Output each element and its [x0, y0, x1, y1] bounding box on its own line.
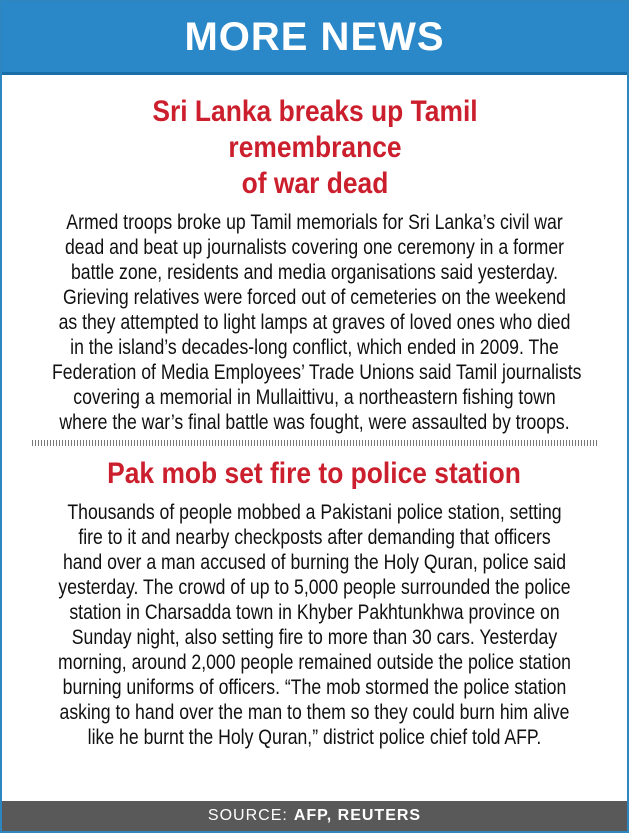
story-headline: [68, 94, 561, 202]
body-line: where the war’s final battle was fought, were assaulted by troops.: [59, 411, 570, 434]
body-line: Thousands of people mobbed a Pakistani police station, setting: [67, 501, 562, 524]
story-pakistan: [2, 456, 627, 750]
headline-line: Pak mob set fire to police station: [107, 457, 521, 490]
body-line: Grieving relatives were forced out of cemeteries on the weekend: [62, 286, 567, 309]
body-line: fire to it and nearby checkposts after demanding that officers: [78, 526, 551, 549]
body-line: like he burnt the Holy Quran,” district police chief told AFP.: [87, 726, 542, 749]
story-headline: [32, 456, 595, 492]
story-sri-lanka: [2, 94, 627, 435]
dotted-divider: [32, 440, 597, 446]
body-line: dead and beat up journalists covering one ceremony in a former: [64, 236, 565, 259]
body-line: in the island’s decades-long conflict, which ended in 2009. The: [70, 336, 559, 359]
headline-line: of war dead: [241, 167, 388, 200]
source-names: AFP, REUTERS: [293, 807, 422, 824]
story-body: [2, 500, 627, 750]
section-title: MORE NEWS: [184, 14, 445, 59]
section-banner: [2, 2, 627, 75]
body-line: morning, around 2,000 people remained outside the police station: [58, 651, 571, 674]
source-footer: [2, 801, 627, 831]
body-line: Federation of Media Employees’ Trade Unions said Tamil journalists: [52, 361, 582, 384]
body-line: yesterday. The crowd of up to 5,000 people surrounded the police: [58, 576, 571, 599]
body-line: hand over a man accused of burning the Holy Quran, police said: [62, 551, 567, 574]
source-label: SOURCE:: [207, 807, 288, 824]
body-line: asking to hand over the man to them so they could burn him alive: [59, 701, 570, 724]
body-line: as they attempted to light lamps at graves of loved ones who died: [58, 311, 571, 334]
body-line: covering a memorial in Mullaittivu, a northeastern fishing town: [73, 386, 556, 409]
body-line: burning uniforms of officers. “The mob stormed the police station: [62, 676, 567, 699]
body-line: battle zone, residents and media organisations said yesterday.: [70, 261, 559, 284]
body-line: Sunday night, also setting fire to more than 30 cars. Yesterday: [71, 626, 558, 649]
headline-line: Sri Lanka breaks up Tamil remembrance: [151, 95, 478, 164]
body-line: Armed troops broke up Tamil memorials for Sri Lanka’s civil war: [66, 211, 563, 234]
body-line: station in Charsadda town in Khyber Pakhtunkhwa province on: [69, 601, 560, 624]
story-body: [2, 210, 627, 435]
